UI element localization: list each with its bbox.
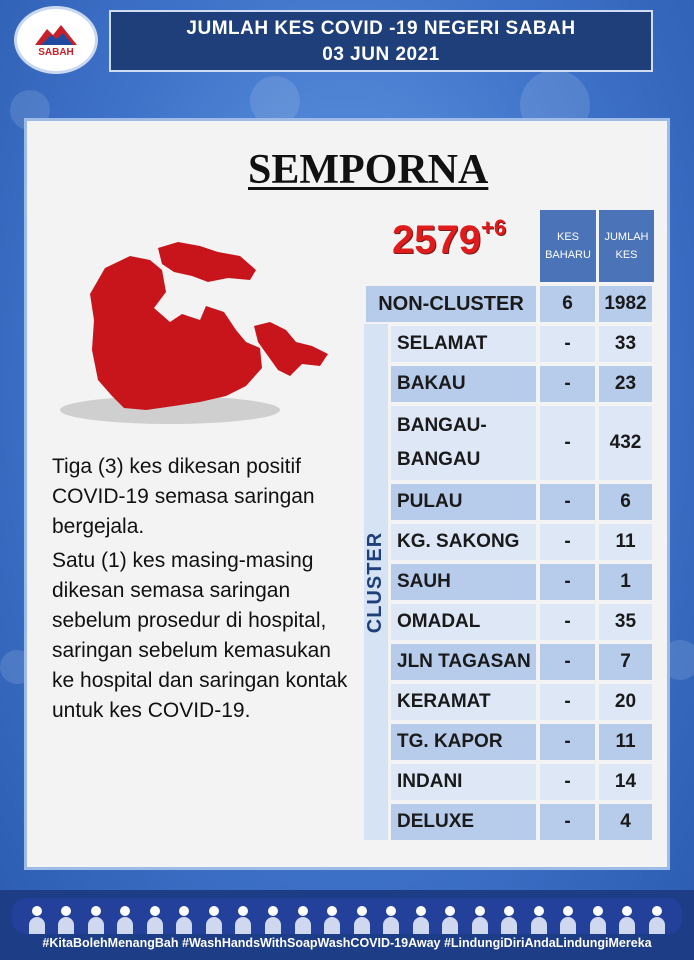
- person-icon: [87, 904, 105, 934]
- cluster-row-total: 14: [597, 762, 654, 802]
- person-icon: [264, 904, 282, 934]
- person-icon: [648, 904, 666, 934]
- cluster-row-label: SELAMAT: [389, 324, 538, 364]
- cluster-row-label: JLN TAGASAN: [389, 642, 538, 682]
- cluster-row-label: [389, 404, 538, 482]
- person-icon: [618, 904, 636, 934]
- new-cases-badge: +6: [480, 214, 507, 240]
- cluster-label: CLUSTER: [364, 531, 387, 633]
- cluster-row-label: TG. KAPOR: [389, 722, 538, 762]
- sabah-logo-icon: [33, 23, 79, 47]
- cluster-row-label: PULAU: [389, 482, 538, 522]
- cluster-row-new: -: [538, 562, 597, 602]
- person-icon: [146, 904, 164, 934]
- frontliner-figures: [12, 898, 682, 934]
- cluster-band: [364, 324, 388, 840]
- cluster-row-label: BAKAU: [389, 364, 538, 404]
- col-header-new-line1: KES: [556, 231, 579, 243]
- header-date: 03 JUN 2021: [322, 44, 440, 65]
- cluster-row-label: SAUH: [389, 562, 538, 602]
- cluster-name-line1: BANGAU-: [397, 415, 487, 436]
- cluster-row-new: -: [538, 404, 597, 482]
- person-icon: [500, 904, 518, 934]
- non-cluster-new: 6: [538, 284, 597, 324]
- person-icon: [323, 904, 341, 934]
- non-cluster-label: NON-CLUSTER: [364, 284, 538, 324]
- cluster-row-new: -: [538, 324, 597, 364]
- district-title: SEMPORNA: [248, 147, 489, 193]
- col-header-new-line2: BAHARU: [545, 249, 591, 261]
- person-icon: [234, 904, 252, 934]
- logo-text: SABAH: [38, 46, 74, 58]
- col-header-total: [599, 210, 654, 282]
- page-header: [109, 10, 653, 72]
- non-cluster-total: 1982: [597, 284, 654, 324]
- person-icon: [116, 904, 134, 934]
- cluster-row-new: -: [538, 482, 597, 522]
- cluster-row-new: -: [538, 802, 597, 842]
- cluster-row-label: OMADAL: [389, 602, 538, 642]
- cluster-row-new: -: [538, 364, 597, 404]
- cluster-row-total: 6: [597, 482, 654, 522]
- total-cases: [392, 214, 507, 263]
- cluster-row-label: KERAMAT: [389, 682, 538, 722]
- cluster-name-line2: BANGAU: [397, 449, 481, 470]
- cluster-row-new: -: [538, 602, 597, 642]
- person-icon: [28, 904, 46, 934]
- total-count: 2579: [392, 218, 481, 262]
- cluster-row-total: 35: [597, 602, 654, 642]
- person-icon: [441, 904, 459, 934]
- cluster-row-label: INDANI: [389, 762, 538, 802]
- col-header-total-line2: KES: [615, 249, 638, 261]
- person-icon: [294, 904, 312, 934]
- person-icon: [559, 904, 577, 934]
- person-icon: [382, 904, 400, 934]
- footer-hashtags: #KitaBolehMenangBah #WashHandsWithSoapWashCOVID-19Away #LindungiDiriAndaLindungiMereka: [42, 936, 652, 950]
- sabah-logo: [14, 6, 98, 74]
- semporna-map: [50, 230, 340, 430]
- cluster-row-new: -: [538, 762, 597, 802]
- cluster-row-total: 33: [597, 324, 654, 364]
- cluster-row-total: 11: [597, 722, 654, 762]
- cluster-row-total: 23: [597, 364, 654, 404]
- cluster-row-total: 20: [597, 682, 654, 722]
- case-description: [52, 452, 352, 730]
- cluster-row-new: -: [538, 722, 597, 762]
- cluster-row-total: 7: [597, 642, 654, 682]
- cluster-row-new: -: [538, 682, 597, 722]
- cluster-row-total: 11: [597, 522, 654, 562]
- person-icon: [175, 904, 193, 934]
- description-paragraph-2: Satu (1) kes masing-masing dikesan semasa saringan sebelum prosedur di hospital, saringan sebelum kemasukan ke hospital dan saringan kontak untuk kes COVID-19.: [52, 549, 348, 722]
- person-icon: [205, 904, 223, 934]
- col-header-total-line1: JUMLAH: [604, 231, 649, 243]
- description-paragraph-1: Tiga (3) kes dikesan positif COVID-19 semasa saringan bergejala.: [52, 455, 315, 538]
- cluster-row-new: -: [538, 642, 597, 682]
- cluster-row-label: DELUXE: [389, 802, 538, 842]
- person-icon: [412, 904, 430, 934]
- cluster-row-total: 1: [597, 562, 654, 602]
- cluster-row-total: 4: [597, 802, 654, 842]
- person-icon: [57, 904, 75, 934]
- col-header-new: [540, 210, 596, 282]
- cluster-row-total: 432: [597, 404, 654, 482]
- header-title: JUMLAH KES COVID -19 NEGERI SABAH: [186, 18, 576, 39]
- cluster-row-label: KG. SAKONG: [389, 522, 538, 562]
- cluster-row-new: -: [538, 522, 597, 562]
- person-icon: [530, 904, 548, 934]
- person-icon: [353, 904, 371, 934]
- person-icon: [589, 904, 607, 934]
- person-icon: [471, 904, 489, 934]
